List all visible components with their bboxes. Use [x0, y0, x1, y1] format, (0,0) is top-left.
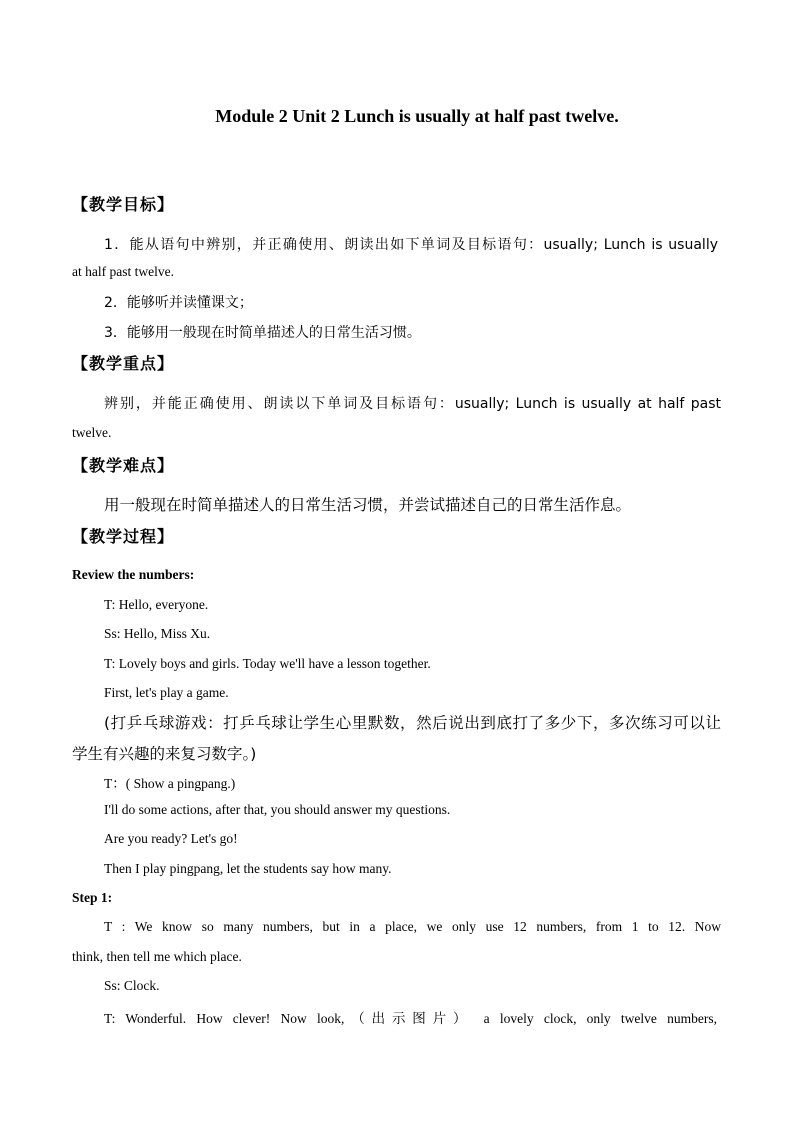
step1-line-2: think, then tell me which place. [72, 949, 242, 964]
page-title: Module 2 Unit 2 Lunch is usually at half past twelve. [215, 106, 619, 126]
dialogue-line: T: Hello, everyone. [104, 597, 209, 612]
dialogue-line: First, let's play a game. [104, 685, 229, 700]
dialogue-line: Then I play pingpang, let the students say how many. [104, 861, 392, 876]
step1-label: Step 1: [72, 890, 113, 905]
dialogue-line: T: Lovely boys and girls. Today we'll have a lesson together. [104, 656, 431, 671]
game-note-line-1: (打乒乓球游戏：打乒乓球让学生心里默数，然后说出到底打了多少下，多次练习可以让 [104, 714, 721, 732]
key-points-line-1: 辨别，并能正确使用、朗读以下单词及目标语句：usually; Lunch is usually at half past [104, 396, 721, 412]
game-note-line-2: 学生有兴趣的来复习数字。) [72, 745, 257, 763]
difficulties-line-1: 用一般现在时简单描述人的日常生活习惯，并尝试描述自己的日常生活作息。 [104, 496, 632, 514]
key-points-line-2: twelve. [72, 425, 112, 440]
objective-1-line-2: at half past twelve. [72, 264, 174, 279]
dialogue-line: T：( Show a pingpang.) [104, 776, 236, 791]
dialogue-line: Are you ready? Let's go! [104, 831, 238, 846]
step1-line-4: T: Wonderful. How clever! Now look,（出示图片） a lovely clock, only twelve numbers, [104, 1011, 717, 1026]
heading-process: 【教学过程】 [72, 527, 175, 546]
objective-2: 2．能够听并读懂课文； [104, 295, 253, 311]
review-label: Review the numbers: [72, 567, 195, 582]
step1-line-1: T : We know so many numbers, but in a place, we only use 12 numbers, from 1 to 12. Now [104, 919, 721, 934]
dialogue-line: I'll do some actions, after that, you should answer my questions. [104, 802, 451, 817]
heading-difficulties: 【教学难点】 [72, 456, 175, 475]
dialogue-line: Ss: Hello, Miss Xu. [104, 626, 211, 641]
objective-3: 3．能够用一般现在时简单描述人的日常生活习惯。 [104, 325, 421, 341]
step1-line-3: Ss: Clock. [104, 978, 160, 993]
objective-1-line-1: 1．能从语句中辨别，并正确使用、朗读出如下单词及目标语句：usually; Lunch is usually [104, 237, 718, 253]
heading-key-points: 【教学重点】 [72, 354, 175, 373]
heading-objectives: 【教学目标】 [72, 195, 175, 214]
